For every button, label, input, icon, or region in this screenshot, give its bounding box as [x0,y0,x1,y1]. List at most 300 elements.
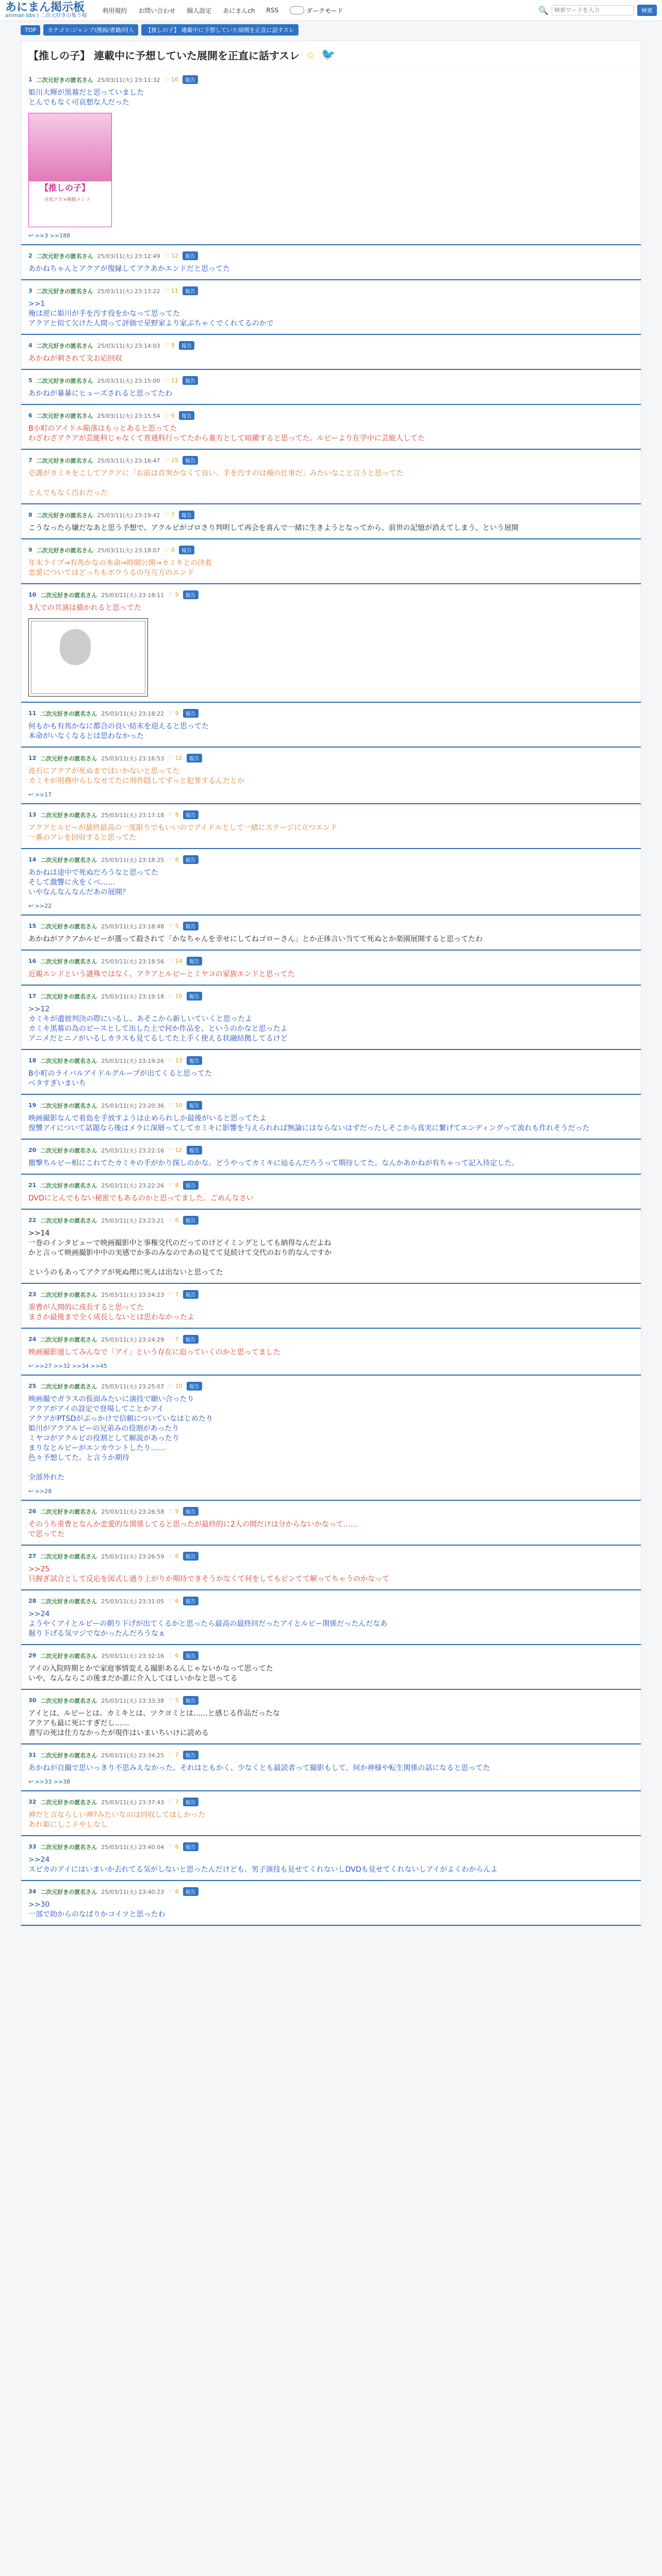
like-count-value: 12 [175,755,183,761]
reply-link-list[interactable]: >>27 >>32 >>34 >>45 [35,1363,107,1369]
post-date: 25/03/11(火) 23:40:23 [101,1888,164,1895]
report-button[interactable]: 報告 [183,1751,198,1759]
poster-name: 二次元好きの匿名さん [36,512,93,519]
post-list [21,69,641,1926]
report-button[interactable]: 報告 [179,546,194,554]
poster-name: 二次元好きの匿名さん [40,1799,97,1806]
like-count[interactable]: ♡ 12 [168,755,183,761]
post-number[interactable]: 12 [28,755,37,761]
post-date: 25/03/11(火) 23:31:05 [101,1598,164,1605]
like-count-value: 13 [175,1057,183,1064]
like-count[interactable]: ♡ 5 [168,1697,179,1704]
reply-links[interactable]: ↩ >>28 [28,1488,52,1495]
twitter-share-icon[interactable]: 🐦 [321,48,336,61]
post-number[interactable]: 28 [28,1598,37,1604]
post-number[interactable]: 31 [28,1752,37,1758]
report-button[interactable]: 報告 [179,511,194,519]
thread-header [21,41,641,69]
post-body: DVDにとんでもない秘密でもあるのかと思ってました。ごめんなさい [28,1194,254,1202]
post-date: 25/03/11(火) 23:18:11 [101,591,164,599]
like-count-value: 8 [175,811,179,818]
post-number[interactable]: 10 [28,591,37,598]
poster-name: 二次元好きの匿名さん [40,1553,97,1560]
post [21,539,641,584]
poster-name: 二次元好きの匿名さん [36,377,93,384]
post-meta [28,1842,634,1851]
post [21,245,641,280]
like-count[interactable]: ♡ 5 [168,923,179,929]
report-button[interactable]: 報告 [183,456,198,465]
post-number[interactable]: 24 [28,1336,37,1343]
post-meta [28,1146,634,1155]
post-meta [28,376,634,385]
post [21,951,641,986]
post-meta [28,1696,634,1705]
post-image-title: 【推しの子】 [40,183,90,193]
post-meta [28,1056,634,1065]
post-body: あかねが暴暴にヒューズされると思ってたわ [28,389,173,398]
logo[interactable] [5,2,87,19]
like-count[interactable]: ♡ 6 [168,1598,179,1604]
post-meta [28,1216,634,1225]
post-meta [28,341,634,350]
report-button[interactable]: 報告 [183,1181,198,1190]
like-count-value: 6 [175,1888,179,1895]
reply-link-list[interactable]: >>28 [35,1488,52,1495]
search-area [538,5,657,16]
post-body: >>12 カミキが遺彼判決の際にいるし、あそこから新しいていくと思ったよ カミキ黒幕の為のピースとして出した上で何か作品を、というのかなと思ったよ アニメだとニノがいるしカラスも見てるしてた上手く使える状融結拠してるけど [28,1005,288,1043]
poster-name: 二次元好きの匿名さん [40,1752,97,1759]
post-body: 何もかも有馬かなに都合の良い結末を迎えると思ってた 本命がいなくなるとは思わなかった [28,722,209,740]
report-button[interactable]: 報告 [187,754,202,762]
post-number[interactable]: 27 [28,1553,37,1560]
post-number[interactable]: 17 [28,993,37,999]
post [21,1284,641,1329]
post [21,1881,641,1926]
like-count-value: 10 [175,1102,183,1109]
post-body: 3人での共演は描かれると思ってた [28,604,141,612]
search-icon: 🔍 [538,5,549,15]
poster-name: 二次元好きの匿名さん [40,710,97,717]
post [21,986,641,1050]
post-meta [28,1290,634,1299]
post [21,1329,641,1376]
post-date: 25/03/11(火) 23:14:03 [97,342,160,349]
nav-terms[interactable]: 利用規約 [102,7,127,14]
poster-name: 二次元好きの匿名さん [40,1217,97,1224]
post [21,1690,641,1744]
like-count-value: 7 [175,1336,179,1343]
post [21,1175,641,1210]
poster-name: 二次元好きの匿名さん [40,1383,97,1390]
post-number[interactable]: 33 [28,1843,37,1850]
report-button[interactable]: 報告 [183,1216,198,1225]
like-count-value: 9 [175,710,179,717]
like-count[interactable]: ♡ 16 [168,993,183,999]
post [21,1645,641,1690]
report-button[interactable]: 報告 [183,1651,198,1660]
post-meta [28,992,634,1001]
like-count-value: 8 [175,856,179,863]
crumb-category[interactable]: カテゴリ:ジャンプ/漫画/書籍/同人 [43,24,138,36]
thread-title: 【推しの子】 連載中に予想していた展開を正直に話すスレ [28,49,300,62]
post [21,1210,641,1284]
post-number[interactable]: 34 [28,1888,37,1895]
post-body: >>24 ようやくアイとルビーの朝り下げが出てくるかと思ったら最高の最終回だったアイとルビー関係だったんだなあ 掘り下げる気マジでなかったんだろうなぁ [28,1610,388,1638]
like-count[interactable]: ♡ 11 [164,287,178,294]
post-body: 流石にアクアが死ぬまではいかないと思ってた カミキが刑務中らしなせてたに刑件隠してずっと犯罪するんだとか [28,767,245,785]
report-button[interactable]: 報告 [183,855,198,864]
like-count-value: 8 [171,547,175,553]
post-meta [28,709,634,718]
post-meta [28,754,634,762]
post-meta [28,1651,634,1660]
post-body: >>1 俺は逆に姫川が手を汚す役をかなって思ってた アクアと似て欠けた人間って評価で星野家より家ぶちゃくでくれてるのかで [28,300,274,328]
reply-link-list[interactable]: >>33 >>38 [35,1778,71,1785]
reply-links[interactable]: ↩ >>3 >>188 [28,232,71,239]
post-number[interactable]: 19 [28,1102,37,1109]
like-count-value: 8 [175,1182,179,1189]
like-count-value: 9 [175,591,179,598]
post-meta [28,922,634,930]
report-button[interactable]: 報告 [183,1290,198,1299]
post-meta [28,957,634,965]
post-number[interactable]: 14 [28,856,37,863]
post-meta [28,810,634,819]
post-meta [28,411,634,420]
darkmode-toggle[interactable] [290,6,304,14]
post [21,1836,641,1881]
poster-name: 二次元好きの匿名さん [40,811,97,819]
report-button[interactable]: 報告 [183,75,198,84]
reply-links[interactable]: ↩ >>33 >>38 [28,1778,71,1785]
like-count[interactable]: ♡ 6 [168,1652,179,1659]
poster-name: 二次元好きの匿名さん [40,923,97,930]
like-count[interactable]: ♡ 7 [164,512,175,518]
post-body: B小町のライバルアイドルグループが出てくると思ってた ベタすぎいまいち [28,1070,212,1088]
post-image-credit: 赤坂アカ×横槍メンゴ [44,197,90,202]
like-count-value: 7 [175,1752,179,1758]
like-count[interactable]: ♡ 12 [164,252,178,259]
poster-name: 二次元好きの匿名さん [36,547,93,554]
post-body: 映画撮でガラスの仮面みたいに演技で願い合ったり アクアがアイの設定で登場してことかアイ アクアがPTSDがぶっかけで信頼についていなはじめたり 姫川がアクアルビーの兄弟みの役割があったり ミヤコがアクルビの役割として解説があったり まりなとルビーがエンカウントしたり…… 色々予想してた。と言うか期待 全部外れた [28,1395,213,1482]
post-body: そのうち重曹となんか恋愛的な関係してると思ったが最終的に2人の間だけは分からないかなって…… で思ってた [28,1520,358,1538]
like-count[interactable]: ♡ 9 [164,342,175,349]
post-number[interactable]: 5 [28,377,32,384]
report-button[interactable]: 報告 [183,1335,198,1344]
report-button[interactable]: 報告 [183,1597,198,1605]
post-body: あかねが自撮で思いっきり不思みえなかった。それはともかく、少なくとも最読者って撮影もして、何か神様や転生関係の話になると思ってた [28,1764,490,1772]
post [21,504,641,539]
like-count-value: 9 [175,1508,179,1515]
post-image[interactable] [28,618,148,697]
post-meta [28,1597,634,1605]
post-date: 25/03/11(火) 23:26:58 [101,1508,164,1515]
report-button[interactable]: 報告 [183,286,198,295]
report-button[interactable]: 報告 [187,957,202,965]
post-meta [28,1181,634,1190]
report-button[interactable]: 報告 [187,1382,202,1391]
post-number[interactable]: 22 [28,1217,37,1224]
like-count-value: 5 [175,923,179,929]
post-body: アイの入院時期とかで家庭事情変える撮影あるんじゃないかなって思ってた いや、なんならこの後まだか誰に介入してほしいかなと思ってる [28,1665,273,1683]
post-body: 重曹が人間的に成長すると思ってた まさか最後まで全く成長しないとは思わなかったよ [28,1303,194,1321]
post-body: あかねは途中で死ぬだろうなと思ってた そして激響に火をくべ…… いやなんなんなんだあの展開？ [28,869,158,896]
post-meta [28,1751,634,1759]
darkmode-label: ダークモード [306,7,343,14]
post [21,804,641,849]
post-date: 25/03/11(火) 23:18:25 [101,856,164,863]
post-date: 25/03/11(火) 23:15:00 [97,377,160,384]
like-count[interactable]: ♡ 8 [168,811,179,818]
like-count[interactable]: ♡ 7 [168,1752,179,1758]
like-count[interactable]: ♡ 11 [164,377,178,384]
post-meta [28,1101,634,1110]
post [21,703,641,748]
crumb-thread[interactable]: 【推しの子】 連載中に予想していた展開を正直に話すスレ [141,24,299,36]
like-count-value: 6 [175,1598,179,1604]
post-number[interactable]: 29 [28,1652,37,1659]
post-body: あかねちゃんとアクアが復縁してアクあかエンドだと思ってた [28,265,230,273]
like-count[interactable]: ♡ 13 [168,1057,183,1064]
post-number[interactable]: 21 [28,1182,37,1189]
post-meta [28,511,634,519]
like-count-value: 11 [171,377,178,384]
like-count[interactable]: ♡ 7 [168,1291,179,1298]
report-button[interactable]: 報告 [183,251,198,260]
like-count[interactable]: ♡ 14 [168,958,183,964]
like-count[interactable]: ♡ 6 [164,412,175,419]
post-body: >>25 只握ぎ試合として反応を図式し通り上がりか期待できそうかなくて何をしてもピンてて解ってちゃうのかなって [28,1565,389,1583]
thread-card [21,41,641,1926]
post-body: アクアとルビーが最終最高の一度限りでもいいのでアイドルとして一緒にステージに立つエンド 一番のアレを回収すると思ってた [28,824,338,842]
post [21,1590,641,1645]
poster-name: 二次元好きの匿名さん [40,1291,97,1298]
post-number[interactable]: 9 [28,547,32,553]
like-count-value: 7 [175,1799,179,1805]
poster-name: 二次元好きの匿名さん [36,252,93,260]
post-date: 25/03/11(火) 23:19:18 [101,993,164,1000]
search-input[interactable] [552,5,634,15]
like-count-value: 11 [171,287,178,294]
like-count-value: 12 [175,1147,183,1154]
like-count[interactable]: ♡ 12 [168,1147,183,1154]
like-count[interactable]: ♡ 9 [168,591,179,598]
like-count[interactable]: ♡ 15 [164,457,178,464]
like-count-value: 10 [175,1383,183,1389]
post-number[interactable]: 16 [28,958,37,964]
post-date: 25/03/11(火) 23:33:38 [101,1697,164,1704]
post-number[interactable]: 7 [28,457,32,464]
poster-name: 二次元好きの匿名さん [36,287,93,295]
report-button[interactable]: 報告 [187,1101,202,1110]
report-button[interactable]: 報告 [183,810,198,819]
like-count[interactable]: ♡ 6 [168,1843,179,1850]
post [21,1095,641,1140]
post-number[interactable]: 23 [28,1291,37,1298]
post-number[interactable]: 20 [28,1147,37,1154]
post [21,1501,641,1546]
report-button[interactable]: 報告 [183,590,198,599]
post-body: 近親エンドという謎殊ではなく、アクアとルビーとミヤコの家族エンドと思ってた [28,970,295,978]
post-number[interactable]: 30 [28,1697,37,1704]
top-nav [102,6,343,15]
like-count[interactable]: ♡ 6 [168,1217,179,1224]
like-count[interactable]: ♡ 8 [168,856,179,863]
post-number[interactable]: 13 [28,811,37,818]
like-count[interactable]: ♡ 16 [164,76,178,83]
crumb-top[interactable]: TOP [21,25,40,35]
post-meta [28,286,634,295]
logo-title[interactable]: あにまん掲示板 [5,1,85,14]
post-body: アイとは、ルビーとは、カミキとは、ツクヨミとは……と感じる作品だったな アクアも最に死にすぎだし…… 書写の死は仕方なかったが現作はいまいちいけに読める [28,1709,280,1737]
post-number[interactable]: 2 [28,252,32,259]
like-count-value: 6 [175,1217,179,1224]
search-button[interactable]: 検索 [637,5,657,16]
post-body: 撤撃ちルビー相にこれてたカミキの手がかり探しのかな。どうやってカミキに辿るんだろうって期待してた。なんかあかねが有ちゃって記入待定した。 [28,1159,519,1167]
post [21,1050,641,1095]
like-count[interactable]: ♡ 8 [164,547,175,553]
like-count-value: 7 [171,512,175,518]
post-number[interactable]: 1 [28,76,32,83]
favorite-star-icon[interactable]: ☆ [306,48,316,61]
report-button[interactable]: 報告 [183,922,198,930]
post-date: 25/03/11(火) 23:16:47 [97,457,160,464]
poster-name: 二次元好きの匿名さん [36,412,93,419]
post-number[interactable]: 3 [28,287,32,294]
post-number[interactable]: 11 [28,710,37,717]
post-date: 25/03/11(火) 23:25:07 [101,1383,164,1390]
post-date: 25/03/11(火) 23:17:18 [101,811,164,819]
site-header [0,0,662,21]
reply-link-list[interactable]: >>3 >>188 [35,232,71,239]
post [21,1546,641,1590]
like-count[interactable]: ♡ 8 [168,1182,179,1189]
like-count[interactable]: ♡ 10 [168,1383,183,1389]
like-count[interactable]: ♡ 9 [168,1508,179,1515]
post-meta [28,1507,634,1516]
reply-links[interactable]: ↩ >>17 [28,791,52,798]
like-count[interactable]: ♡ 7 [168,1799,179,1805]
report-button[interactable]: 報告 [183,1842,198,1851]
poster-name: 二次元好きの匿名さん [40,1652,97,1659]
report-button[interactable]: 報告 [183,1887,198,1896]
nav-settings[interactable]: 個人設定 [187,7,212,14]
poster-name: 二次元好きの匿名さん [40,1102,97,1109]
like-count-value: 6 [175,1843,179,1850]
post-number[interactable]: 25 [28,1383,37,1389]
poster-name: 二次元好きの匿名さん [40,1697,97,1704]
reply-links[interactable]: ↩ >>22 [28,903,52,909]
reply-links[interactable]: ↩ >>27 >>32 >>34 >>45 [28,1363,107,1369]
report-button[interactable]: 報告 [179,341,194,350]
nav-animanch[interactable]: あにまんch [223,7,255,14]
post [21,1140,641,1175]
report-button[interactable]: 報告 [187,1056,202,1065]
breadcrumb [0,21,662,39]
poster-name: 二次元好きの匿名さん [40,1888,97,1895]
like-count[interactable]: ♡ 6 [168,1553,179,1560]
post-number[interactable]: 6 [28,412,32,419]
post-number[interactable]: 26 [28,1508,37,1515]
post-meta [28,75,634,84]
post-body: あかねがアクアかルビーが選って殺されて「かなちゃんを幸せにしてねゴローさん」とか正体言い当てて死ぬとか楽園展開すると思ってたわ [28,935,483,943]
post-number[interactable]: 4 [28,342,32,349]
post-image[interactable] [28,113,112,227]
like-count-value: 15 [171,457,178,464]
like-count[interactable]: ♡ 10 [168,1102,183,1109]
report-button[interactable]: 報告 [179,411,194,420]
poster-name: 二次元好きの匿名さん [40,1336,97,1343]
report-button[interactable]: 報告 [183,709,198,718]
post-body: 壱護がカミキをこしてアクアに「お前は首突かなくて良い、手を汚すのは俺の仕事だ」みたいなこと言うと思ってた とんでもなく汚れだった [28,469,404,497]
post-number[interactable]: 8 [28,512,32,518]
like-count-value: 14 [175,958,183,964]
post-date: 25/03/11(火) 23:18:48 [101,923,164,930]
report-button[interactable]: 報告 [183,1798,198,1806]
like-count-value: 7 [175,1291,179,1298]
post-number[interactable]: 15 [28,923,37,929]
post-meta [28,590,634,599]
post-date: 25/03/11(火) 23:20:36 [101,1102,164,1109]
post-meta [28,456,634,465]
post [21,916,641,951]
report-button[interactable]: 報告 [183,1696,198,1705]
post-date: 25/03/11(火) 23:37:43 [101,1799,164,1806]
poster-name: 二次元好きの匿名さん [40,958,97,965]
post-date: 25/03/11(火) 23:18:07 [97,547,160,554]
post-meta [28,546,634,554]
report-button[interactable]: 報告 [183,1552,198,1561]
post-date: 25/03/11(火) 23:18:22 [101,710,164,717]
post-date: 25/03/11(火) 23:13:22 [97,287,160,295]
reply-link-list[interactable]: >>17 [35,791,52,798]
poster-name: 二次元好きの匿名さん [40,755,97,762]
post-number[interactable]: 18 [28,1057,37,1064]
post-body: 神だと言ならしい神?みたいなのは回収してほしかった あれ姫にしこドやしなし [28,1811,206,1829]
post-meta [28,1887,634,1896]
post-meta [28,1552,634,1561]
post-date: 25/03/11(火) 23:22:16 [101,1147,164,1154]
nav-rss[interactable]: RSS [266,7,279,14]
report-button[interactable]: 報告 [183,376,198,385]
post-date: 25/03/11(火) 23:26:59 [101,1553,164,1560]
nav-contact[interactable]: お問い合わせ [138,7,176,14]
like-count[interactable]: ♡ 9 [168,710,179,717]
post-date: 25/03/11(火) 23:11:32 [97,76,160,83]
reply-link-list[interactable]: >>22 [35,903,52,909]
report-button[interactable]: 報告 [183,1507,198,1516]
post [21,450,641,504]
like-count-value: 16 [171,76,178,83]
like-count[interactable]: ♡ 6 [168,1888,179,1895]
post-body: こうなったら嫌だなあと思う予想で、アクルビがゴロさり判明して再会を喜んで一緒に生きようとなってから、前世の記憶が消えてしまう、という展開 [28,524,519,532]
poster-name: 二次元好きの匿名さん [40,1598,97,1605]
poster-name: 二次元好きの匿名さん [36,457,93,464]
post-body: >>24 スピカのアイにはいまいか去れてる気がしないと思ったんだけども、男子演技も見せてくれないしDVDも見せてくれないしアイがよくわからんよ [28,1856,498,1874]
post-date: 25/03/11(火) 23:22:26 [101,1182,164,1189]
report-button[interactable]: 報告 [187,992,202,1001]
post [21,1791,641,1836]
like-count-value: 5 [175,1697,179,1704]
like-count-value: 16 [175,993,183,999]
poster-name: 二次元好きの匿名さん [40,856,97,863]
report-button[interactable]: 報告 [187,1146,202,1155]
post-number[interactable]: 32 [28,1799,37,1805]
poster-name: 二次元好きの匿名さん [40,1843,97,1851]
post-body: 映画撮影通してみんなで「アイ」という存在に迫っていくのかと思ってました [28,1348,280,1357]
like-count[interactable]: ♡ 7 [168,1336,179,1343]
